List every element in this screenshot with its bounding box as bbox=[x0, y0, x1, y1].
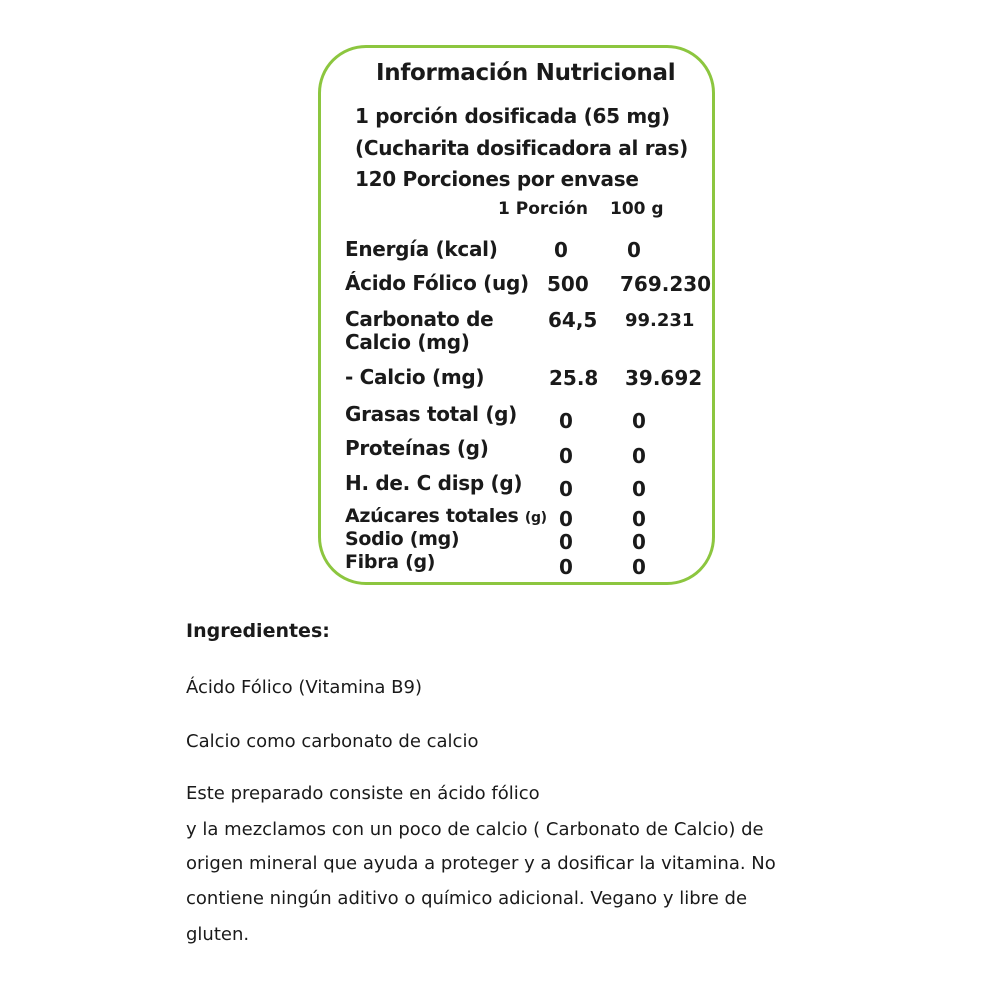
nutrient-name: Fibra (g) bbox=[345, 551, 436, 573]
nutrient-value-100g: 0 bbox=[632, 477, 646, 501]
nutrient-name: Sodio (mg) bbox=[345, 528, 460, 550]
nutrition-title: Información Nutricional bbox=[376, 60, 676, 86]
nutrient-value-portion: 64,5 bbox=[548, 308, 598, 332]
nutrient-name: H. de. C disp (g) bbox=[345, 471, 523, 495]
description-line: origen mineral que ayuda a proteger y a dosificar la vitamina. No bbox=[186, 853, 776, 874]
nutrient-value-100g: 0 bbox=[632, 555, 646, 579]
nutrient-value-portion: 0 bbox=[559, 555, 573, 579]
nutrient-value-portion: 0 bbox=[559, 530, 573, 554]
nutrient-name-line2: Calcio (mg) bbox=[345, 330, 470, 354]
nutrient-value-portion: 25.8 bbox=[549, 366, 599, 390]
nutrient-value-100g: 0 bbox=[632, 530, 646, 554]
description-line: Este preparado consiste en ácido fólico bbox=[186, 783, 540, 804]
serving-size-line: 1 porción dosificada (65 mg) bbox=[355, 104, 670, 128]
nutrient-value-portion: 0 bbox=[559, 409, 573, 433]
description-line: contiene ningún aditivo o químico adicional. Vegano y libre de bbox=[186, 888, 748, 909]
nutrient-label: Azúcares totales bbox=[345, 505, 519, 527]
column-header-portion: 1 Porción bbox=[498, 199, 588, 219]
column-header-100g: 100 g bbox=[610, 199, 664, 219]
nutrient-name: Proteínas (g) bbox=[345, 436, 489, 460]
nutrient-value-portion: 0 bbox=[559, 477, 573, 501]
ingredients-heading: Ingredientes: bbox=[186, 620, 330, 642]
nutrient-value-100g: 0 bbox=[632, 444, 646, 468]
nutrient-value-portion: 500 bbox=[547, 272, 589, 296]
nutrient-value-100g: 0 bbox=[632, 507, 646, 531]
nutrient-name: Ácido Fólico (ug) bbox=[345, 271, 529, 295]
nutrient-value-100g: 39.692 bbox=[625, 366, 703, 390]
nutrient-name: - Calcio (mg) bbox=[345, 365, 485, 389]
nutrient-value-portion: 0 bbox=[559, 507, 573, 531]
nutrient-unit: (g) bbox=[524, 510, 547, 526]
description-line: gluten. bbox=[186, 924, 250, 945]
nutrient-value-100g: 0 bbox=[627, 238, 641, 262]
ingredient-item: Ácido Fólico (Vitamina B9) bbox=[186, 677, 422, 698]
nutrient-value-portion: 0 bbox=[554, 238, 568, 262]
nutrient-name: Grasas total (g) bbox=[345, 402, 518, 426]
servings-per-container: 120 Porciones por envase bbox=[355, 167, 639, 191]
ingredient-item: Calcio como carbonato de calcio bbox=[186, 731, 479, 752]
serving-measure-line: (Cucharita dosificadora al ras) bbox=[355, 136, 688, 160]
nutrient-value-portion: 0 bbox=[559, 444, 573, 468]
nutrient-name: Energía (kcal) bbox=[345, 237, 498, 261]
description-line: y la mezclamos con un poco de calcio ( Carbonato de Calcio) de bbox=[186, 819, 764, 840]
nutrient-name-line1: Carbonato de bbox=[345, 307, 494, 331]
nutrient-value-100g: 99.231 bbox=[625, 310, 695, 331]
nutrient-value-100g: 0 bbox=[632, 409, 646, 433]
nutrient-value-100g: 769.230 bbox=[620, 272, 712, 296]
nutrient-name bbox=[345, 506, 547, 528]
